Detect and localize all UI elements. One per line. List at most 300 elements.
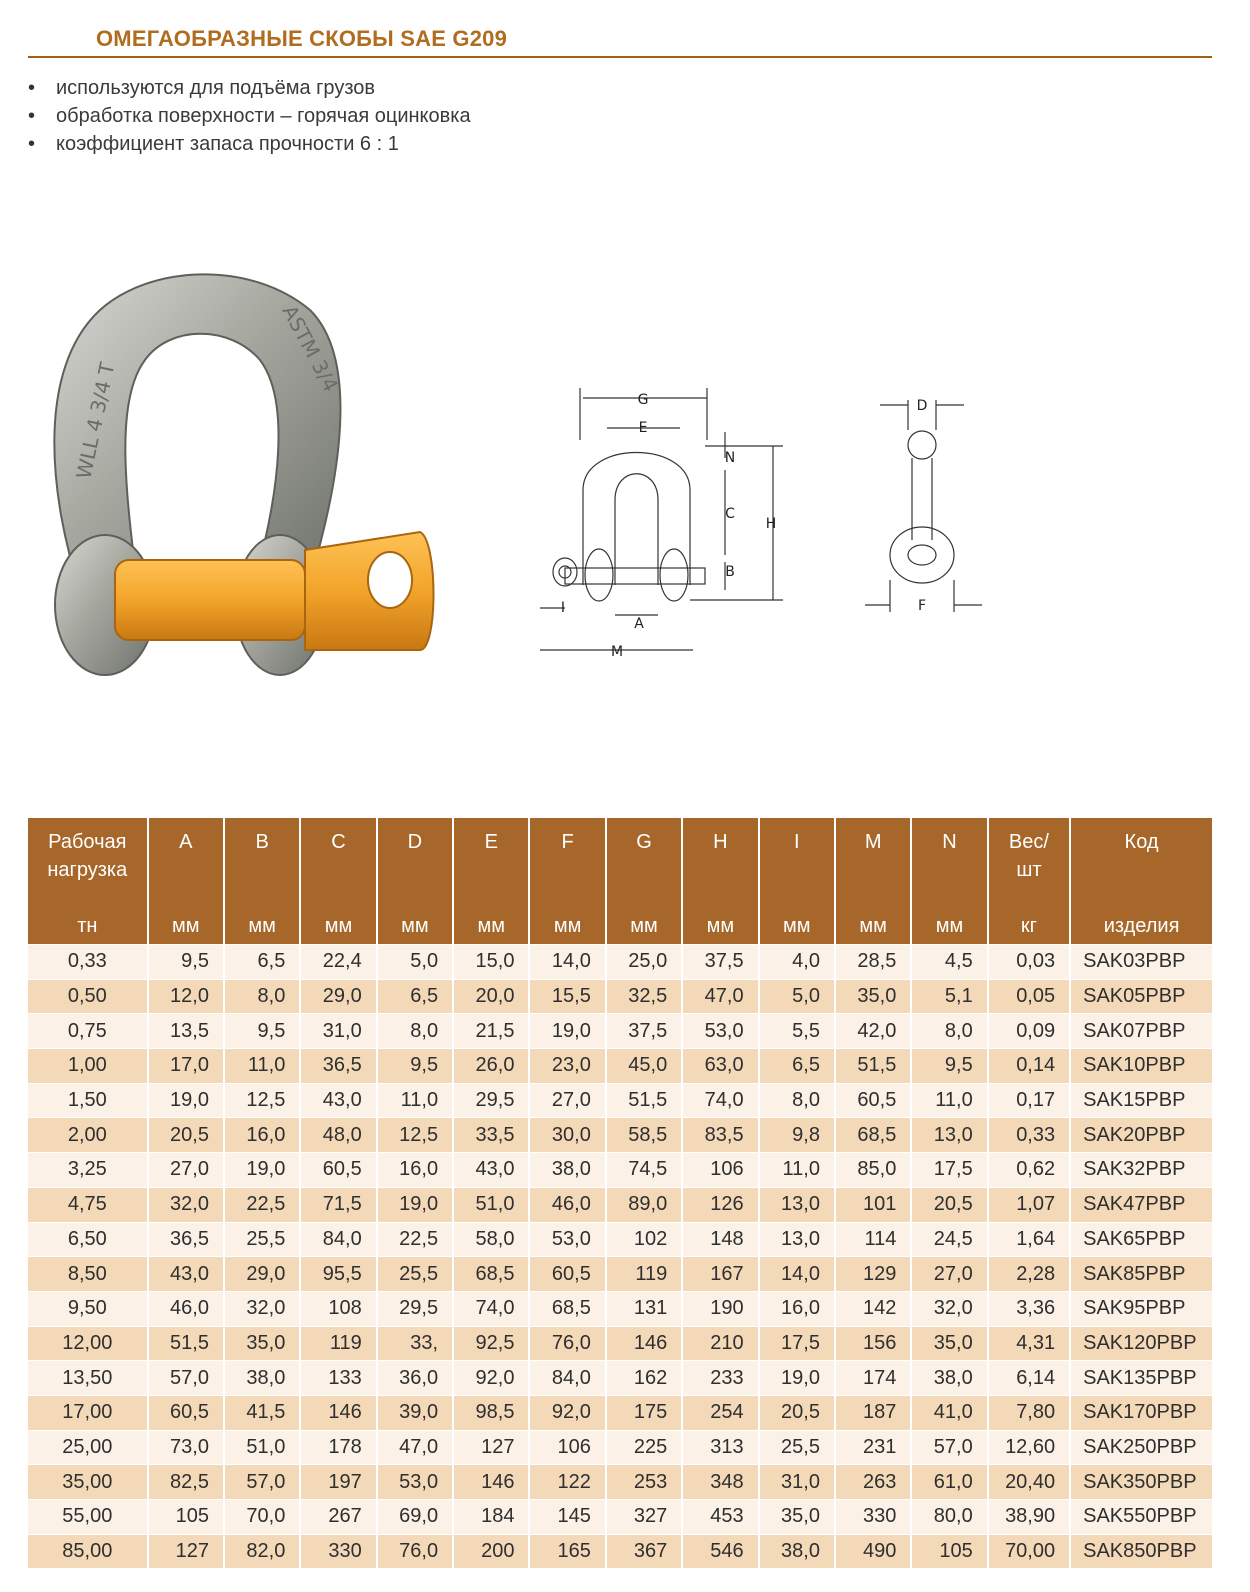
table-cell: 24,5: [911, 1222, 987, 1257]
table-row: [28, 1465, 1212, 1500]
table-cell: 32,5: [606, 979, 682, 1014]
table-cell: 38,0: [529, 1153, 605, 1188]
table-cell: 19,0: [759, 1361, 835, 1396]
dim-label-n: N: [724, 450, 736, 466]
column-header-name: E: [484, 831, 498, 853]
table-cell: 106: [682, 1153, 758, 1188]
table-cell: 29,0: [300, 979, 376, 1014]
table-cell: 25,0: [606, 945, 682, 980]
table-cell: 70,0: [224, 1500, 300, 1535]
table-cell: SAK170PBP: [1070, 1395, 1212, 1430]
table-cell: 9,5: [377, 1049, 453, 1084]
table-cell: 36,0: [377, 1361, 453, 1396]
table-cell: 53,0: [682, 1014, 758, 1049]
table-cell: 11,0: [911, 1083, 987, 1118]
table-cell: 127: [148, 1534, 224, 1568]
table-cell: 42,0: [835, 1014, 911, 1049]
table-cell: 92,0: [529, 1395, 605, 1430]
table-cell: 142: [835, 1291, 911, 1326]
table-row: [28, 1326, 1212, 1361]
table-cell: 35,0: [911, 1326, 987, 1361]
title-divider: [28, 56, 1212, 58]
table-cell: 148: [682, 1222, 758, 1257]
table-cell: SAK120PBP: [1070, 1326, 1212, 1361]
table-cell: 233: [682, 1361, 758, 1396]
table-cell: 25,5: [377, 1257, 453, 1292]
table-cell: 41,0: [911, 1395, 987, 1430]
table-cell: 23,0: [529, 1049, 605, 1084]
dim-label-c: C: [725, 506, 735, 522]
shackle-engraving-right: ASTM 3/4: [277, 301, 344, 396]
table-cell: 26,0: [453, 1049, 529, 1084]
table-cell: 0,33: [988, 1118, 1070, 1153]
table-cell: 3,25: [28, 1153, 148, 1188]
table-cell: 32,0: [911, 1291, 987, 1326]
table-cell: 146: [300, 1395, 376, 1430]
table-cell: 37,5: [682, 945, 758, 980]
table-cell: 12,5: [377, 1118, 453, 1153]
feature-item: • используются для подъёма грузов: [28, 74, 471, 102]
table-cell: 13,50: [28, 1361, 148, 1396]
table-cell: 30,0: [529, 1118, 605, 1153]
table-cell: 74,5: [606, 1153, 682, 1188]
column-header-name: D: [407, 831, 423, 853]
table-cell: 28,5: [835, 945, 911, 980]
table-cell: 36,5: [300, 1049, 376, 1084]
column-header: [682, 818, 758, 945]
column-header-name: C: [331, 831, 346, 853]
column-header: [28, 818, 148, 945]
dim-label-g: G: [637, 392, 649, 408]
column-header-unit: тн: [77, 915, 98, 937]
table-cell: SAK250PBP: [1070, 1430, 1212, 1465]
table-cell: 9,5: [911, 1049, 987, 1084]
table-cell: 197: [300, 1465, 376, 1500]
table-cell: 31,0: [300, 1014, 376, 1049]
table-cell: 4,31: [988, 1326, 1070, 1361]
table-cell: 367: [606, 1534, 682, 1568]
table-cell: 25,00: [28, 1430, 148, 1465]
table-cell: 76,0: [529, 1326, 605, 1361]
table-cell: 0,17: [988, 1083, 1070, 1118]
table-cell: 0,14: [988, 1049, 1070, 1084]
table-cell: 43,0: [148, 1257, 224, 1292]
table-cell: 27,0: [148, 1153, 224, 1188]
table-cell: 20,5: [759, 1395, 835, 1430]
table-cell: SAK135PBP: [1070, 1361, 1212, 1396]
table-cell: 27,0: [529, 1083, 605, 1118]
table-cell: 0,75: [28, 1014, 148, 1049]
column-header: [300, 818, 376, 945]
table-cell: 15,0: [453, 945, 529, 980]
table-cell: 20,40: [988, 1465, 1070, 1500]
table-cell: 146: [606, 1326, 682, 1361]
table-cell: 60,5: [300, 1153, 376, 1188]
table-cell: 9,5: [148, 945, 224, 980]
table-cell: 313: [682, 1430, 758, 1465]
table-cell: 83,5: [682, 1118, 758, 1153]
table-cell: 17,00: [28, 1395, 148, 1430]
table-body: [28, 945, 1212, 1569]
table-cell: 25,5: [224, 1222, 300, 1257]
side-view-drawing: [860, 390, 990, 620]
table-cell: 43,0: [300, 1083, 376, 1118]
table-cell: 14,0: [529, 945, 605, 980]
table-cell: 8,0: [911, 1014, 987, 1049]
table-cell: 32,0: [148, 1187, 224, 1222]
table-cell: 9,8: [759, 1118, 835, 1153]
table-cell: 231: [835, 1430, 911, 1465]
table-row: [28, 1430, 1212, 1465]
table-cell: SAK47PBP: [1070, 1187, 1212, 1222]
table-cell: 187: [835, 1395, 911, 1430]
column-header-name: G: [636, 831, 652, 853]
column-header-unit: мм: [706, 915, 735, 937]
table-cell: 53,0: [529, 1222, 605, 1257]
table-cell: 58,0: [453, 1222, 529, 1257]
table-cell: 6,14: [988, 1361, 1070, 1396]
table-row: [28, 1291, 1212, 1326]
table-cell: 6,50: [28, 1222, 148, 1257]
table-cell: 47,0: [682, 979, 758, 1014]
front-view-drawing: [525, 380, 795, 670]
table-cell: 68,5: [453, 1257, 529, 1292]
table-cell: 22,5: [377, 1222, 453, 1257]
table-cell: 119: [606, 1257, 682, 1292]
table-row: [28, 945, 1212, 980]
table-cell: 33,5: [453, 1118, 529, 1153]
table-cell: 17,5: [759, 1326, 835, 1361]
table-cell: 19,0: [224, 1153, 300, 1188]
table-cell: 267: [300, 1500, 376, 1535]
table-cell: 546: [682, 1534, 758, 1568]
table-cell: 38,0: [911, 1361, 987, 1396]
table-cell: 174: [835, 1361, 911, 1396]
table-cell: 9,50: [28, 1291, 148, 1326]
column-header-name: H: [713, 831, 728, 853]
table-cell: 101: [835, 1187, 911, 1222]
table-cell: 114: [835, 1222, 911, 1257]
table-cell: 68,5: [529, 1291, 605, 1326]
column-header-unit: мм: [553, 915, 582, 937]
table-row: [28, 1118, 1212, 1153]
table-cell: 5,0: [759, 979, 835, 1014]
feature-list: [28, 74, 471, 158]
table-cell: 45,0: [606, 1049, 682, 1084]
table-cell: 38,0: [224, 1361, 300, 1396]
table-cell: 9,5: [224, 1014, 300, 1049]
table-cell: 5,5: [759, 1014, 835, 1049]
table-cell: 184: [453, 1500, 529, 1535]
table-cell: SAK05PBP: [1070, 979, 1212, 1014]
table-cell: SAK32PBP: [1070, 1153, 1212, 1188]
table-cell: 85,00: [28, 1534, 148, 1568]
table-cell: 36,5: [148, 1222, 224, 1257]
table-cell: 16,0: [759, 1291, 835, 1326]
table-cell: 1,50: [28, 1083, 148, 1118]
table-cell: 6,5: [759, 1049, 835, 1084]
table-cell: 8,0: [224, 979, 300, 1014]
table-row: [28, 1395, 1212, 1430]
table-cell: 57,0: [224, 1465, 300, 1500]
table-cell: 46,0: [148, 1291, 224, 1326]
column-header: [453, 818, 529, 945]
table-cell: 38,0: [759, 1534, 835, 1568]
table-row: [28, 1153, 1212, 1188]
table-cell: 12,5: [224, 1083, 300, 1118]
table-cell: 13,0: [911, 1118, 987, 1153]
table-cell: 92,5: [453, 1326, 529, 1361]
table-cell: 253: [606, 1465, 682, 1500]
column-header-unit: мм: [172, 915, 200, 937]
column-header-name: A: [179, 831, 193, 853]
table-cell: 76,0: [377, 1534, 453, 1568]
table-cell: 330: [300, 1534, 376, 1568]
column-header-name: I: [794, 831, 800, 853]
table-cell: 57,0: [148, 1361, 224, 1396]
table-cell: 0,50: [28, 979, 148, 1014]
table-cell: 200: [453, 1534, 529, 1568]
table-cell: 20,0: [453, 979, 529, 1014]
table-cell: 8,0: [377, 1014, 453, 1049]
table-cell: 4,75: [28, 1187, 148, 1222]
table-cell: 190: [682, 1291, 758, 1326]
table-cell: 82,5: [148, 1465, 224, 1500]
column-header: [1070, 818, 1212, 945]
table-cell: SAK07PBP: [1070, 1014, 1212, 1049]
table-cell: 98,5: [453, 1395, 529, 1430]
column-header: [529, 818, 605, 945]
dim-label-i: I: [560, 600, 566, 616]
table-cell: 35,00: [28, 1465, 148, 1500]
table-cell: 25,5: [759, 1430, 835, 1465]
column-header-unit: мм: [401, 915, 429, 937]
table-cell: 53,0: [377, 1465, 453, 1500]
table-cell: 105: [148, 1500, 224, 1535]
table-cell: 225: [606, 1430, 682, 1465]
table-cell: 13,5: [148, 1014, 224, 1049]
table-cell: 5,1: [911, 979, 987, 1014]
table-cell: 19,0: [377, 1187, 453, 1222]
table-cell: 15,5: [529, 979, 605, 1014]
table-cell: 102: [606, 1222, 682, 1257]
table-cell: SAK65PBP: [1070, 1222, 1212, 1257]
table-cell: 0,33: [28, 945, 148, 980]
table-cell: 41,5: [224, 1395, 300, 1430]
table-cell: 84,0: [300, 1222, 376, 1257]
table-cell: 70,00: [988, 1534, 1070, 1568]
column-header-unit: мм: [783, 915, 811, 937]
column-header-unit: мм: [324, 915, 353, 937]
table-cell: 133: [300, 1361, 376, 1396]
table-cell: 178: [300, 1430, 376, 1465]
spec-table: [28, 818, 1212, 1568]
table-cell: 1,64: [988, 1222, 1070, 1257]
table-cell: 89,0: [606, 1187, 682, 1222]
table-cell: 60,5: [148, 1395, 224, 1430]
column-header: [224, 818, 300, 945]
table-row: [28, 1500, 1212, 1535]
table-cell: 47,0: [377, 1430, 453, 1465]
table-cell: 51,0: [224, 1430, 300, 1465]
table-cell: 46,0: [529, 1187, 605, 1222]
table-cell: 1,07: [988, 1187, 1070, 1222]
column-header-unit: мм: [477, 915, 506, 937]
table-cell: 20,5: [911, 1187, 987, 1222]
table-cell: 5,0: [377, 945, 453, 980]
shackle-photo: [20, 250, 460, 700]
table-cell: 175: [606, 1395, 682, 1430]
table-cell: 16,0: [224, 1118, 300, 1153]
table-cell: 8,50: [28, 1257, 148, 1292]
table-cell: 29,0: [224, 1257, 300, 1292]
table-cell: 43,0: [453, 1153, 529, 1188]
table-cell: 0,09: [988, 1014, 1070, 1049]
column-header-unit: мм: [630, 915, 658, 937]
column-header-name: B: [255, 831, 269, 853]
table-cell: 71,5: [300, 1187, 376, 1222]
table-cell: 60,5: [529, 1257, 605, 1292]
dim-label-e: E: [638, 420, 648, 436]
table-cell: 254: [682, 1395, 758, 1430]
table-cell: 51,5: [606, 1083, 682, 1118]
column-header-name: N: [942, 831, 957, 853]
table-cell: 57,0: [911, 1430, 987, 1465]
table-cell: 7,80: [988, 1395, 1070, 1430]
column-header-name: Рабочая нагрузка: [47, 831, 128, 881]
table-cell: 0,05: [988, 979, 1070, 1014]
table-cell: SAK03PBP: [1070, 945, 1212, 980]
table-cell: 95,5: [300, 1257, 376, 1292]
column-header-unit: кг: [1020, 915, 1037, 937]
table-cell: 453: [682, 1500, 758, 1535]
dim-label-a: A: [634, 616, 644, 632]
table-cell: 119: [300, 1326, 376, 1361]
column-header-unit: мм: [859, 915, 887, 937]
shackle-engraving-left: WLL 4 3/4 T: [71, 360, 120, 482]
table-cell: 20,5: [148, 1118, 224, 1153]
table-cell: 85,0: [835, 1153, 911, 1188]
table-cell: 0,62: [988, 1153, 1070, 1188]
feature-item: • обработка поверхности – горячая оцинковка: [28, 102, 471, 130]
table-row: [28, 1049, 1212, 1084]
column-header: [911, 818, 987, 945]
table-cell: 490: [835, 1534, 911, 1568]
table-row: [28, 1222, 1212, 1257]
feature-item: • коэффициент запаса прочности 6 : 1: [28, 130, 471, 158]
table-cell: 156: [835, 1326, 911, 1361]
table-cell: 127: [453, 1430, 529, 1465]
column-header-unit: мм: [935, 915, 964, 937]
table-cell: SAK85PBP: [1070, 1257, 1212, 1292]
table-cell: 69,0: [377, 1500, 453, 1535]
table-cell: 165: [529, 1534, 605, 1568]
table-cell: 21,5: [453, 1014, 529, 1049]
table-cell: SAK20PBP: [1070, 1118, 1212, 1153]
table-cell: 29,5: [453, 1083, 529, 1118]
table-cell: 12,00: [28, 1326, 148, 1361]
table-cell: 126: [682, 1187, 758, 1222]
page-title: ОМЕГАОБРАЗНЫЕ СКОБЫ SAE G209: [96, 26, 507, 51]
table-cell: 4,5: [911, 945, 987, 980]
column-header: [835, 818, 911, 945]
table-cell: 2,00: [28, 1118, 148, 1153]
table-cell: 80,0: [911, 1500, 987, 1535]
column-header-name: Вес/ шт: [1008, 831, 1049, 881]
table-cell: SAK550PBP: [1070, 1500, 1212, 1535]
table-row: [28, 1083, 1212, 1118]
table-cell: 11,0: [224, 1049, 300, 1084]
table-cell: 74,0: [682, 1083, 758, 1118]
table-cell: 14,0: [759, 1257, 835, 1292]
column-header: [606, 818, 682, 945]
table-cell: 13,0: [759, 1187, 835, 1222]
table-cell: 22,4: [300, 945, 376, 980]
table-cell: 17,0: [148, 1049, 224, 1084]
column-header-unit: мм: [248, 915, 276, 937]
table-cell: 12,0: [148, 979, 224, 1014]
table-cell: 13,0: [759, 1222, 835, 1257]
table-cell: 32,0: [224, 1291, 300, 1326]
table-cell: 145: [529, 1500, 605, 1535]
column-header: [988, 818, 1070, 945]
table-cell: 35,0: [224, 1326, 300, 1361]
table-cell: 327: [606, 1500, 682, 1535]
table-cell: 129: [835, 1257, 911, 1292]
table-cell: 55,00: [28, 1500, 148, 1535]
column-header: [148, 818, 224, 945]
column-header-name: Код: [1124, 831, 1159, 853]
table-cell: 22,5: [224, 1187, 300, 1222]
table-cell: 73,0: [148, 1430, 224, 1465]
table-cell: 39,0: [377, 1395, 453, 1430]
table-row: [28, 1361, 1212, 1396]
table-cell: 68,5: [835, 1118, 911, 1153]
dim-label-m: M: [610, 644, 624, 660]
table-cell: 51,5: [148, 1326, 224, 1361]
table-cell: 92,0: [453, 1361, 529, 1396]
table-cell: 48,0: [300, 1118, 376, 1153]
dim-label-b: B: [725, 564, 735, 580]
table-cell: 63,0: [682, 1049, 758, 1084]
table-cell: 12,60: [988, 1430, 1070, 1465]
table-cell: 122: [529, 1465, 605, 1500]
table-cell: 4,0: [759, 945, 835, 980]
table-row: [28, 1014, 1212, 1049]
table-cell: 17,5: [911, 1153, 987, 1188]
column-header: [759, 818, 835, 945]
dim-label-h: H: [765, 516, 777, 532]
table-cell: 37,5: [606, 1014, 682, 1049]
table-header-row: [28, 818, 1212, 945]
table-cell: 162: [606, 1361, 682, 1396]
dim-label-d: D: [916, 398, 928, 414]
table-cell: 105: [911, 1534, 987, 1568]
table-cell: 108: [300, 1291, 376, 1326]
table-cell: 84,0: [529, 1361, 605, 1396]
table-cell: 29,5: [377, 1291, 453, 1326]
table-cell: 60,5: [835, 1083, 911, 1118]
table-cell: 35,0: [759, 1500, 835, 1535]
table-cell: 8,0: [759, 1083, 835, 1118]
table-cell: SAK15PBP: [1070, 1083, 1212, 1118]
table-cell: 210: [682, 1326, 758, 1361]
table-row: [28, 1257, 1212, 1292]
table-row: [28, 1187, 1212, 1222]
column-header-name: F: [561, 831, 574, 853]
table-cell: SAK350PBP: [1070, 1465, 1212, 1500]
table-cell: SAK850PBP: [1070, 1534, 1212, 1568]
